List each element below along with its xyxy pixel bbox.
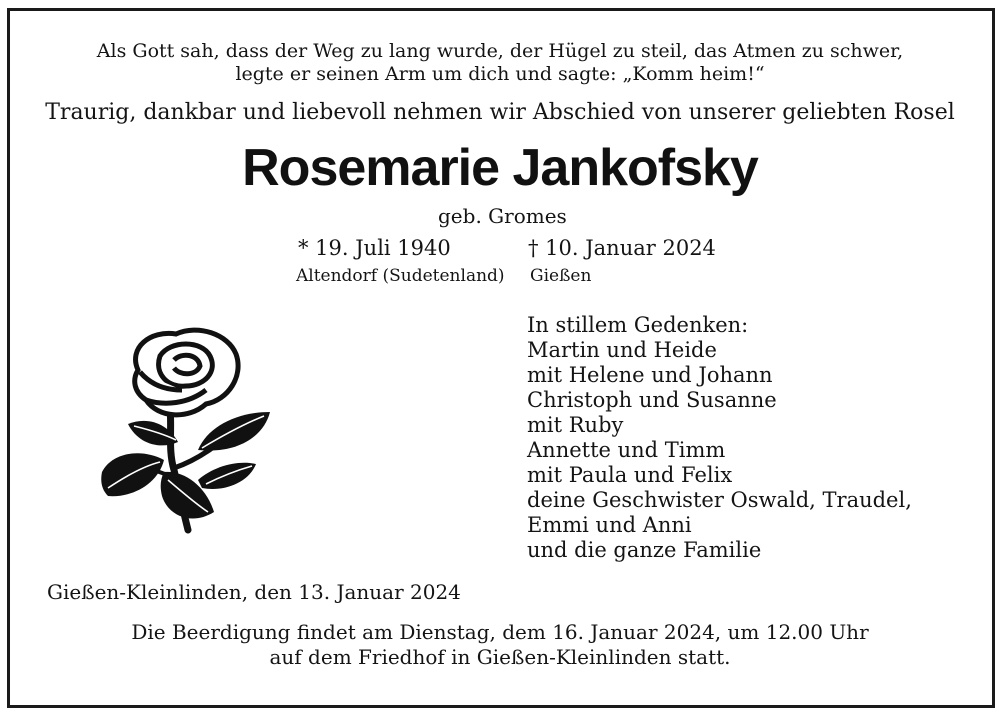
intro-text: Traurig, dankbar und liebevoll nehmen wir Abschied von unserer geliebten Rosel [45,100,955,125]
funeral-line-1: Die Beerdigung findet am Dienstag, dem 16. Januar 2024, um 12.00 Uhr [131,620,869,644]
mourner-line: und die ganze Familie [527,538,762,562]
death-place: Gießen [530,266,592,286]
mourners-heading: In stillem Gedenken: [527,313,749,337]
mourner-line: mit Ruby [527,413,624,437]
funeral-line-2: auf dem Friedhof in Gießen-Kleinlinden statt. [269,645,731,669]
mourner-line: Christoph und Susanne [527,388,777,412]
born-name: geb. Gromes [438,204,567,228]
mourner-line: mit Paula und Felix [527,463,733,487]
place-date: Gießen-Kleinlinden, den 13. Januar 2024 [47,580,461,604]
verse-line-2: legte er seinen Arm um dich und sagte: „Komm heim!“ [235,63,765,85]
mourner-line: mit Helene und Johann [527,363,773,387]
mourner-line: deine Geschwister Oswald, Traudel, [527,488,912,512]
death-date: † 10. Januar 2024 [528,236,716,260]
deceased-name: Rosemarie Jankofsky [242,139,758,197]
birth-place: Altendorf (Sudetenland) [296,266,505,286]
birth-date: * 19. Juli 1940 [298,236,451,260]
verse-line-1: Als Gott sah, dass der Weg zu lang wurde, der Hügel zu steil, das Atmen zu schwer, [96,40,904,62]
mourner-line: Martin und Heide [527,338,717,362]
mourner-line: Annette und Timm [527,438,726,462]
rose-icon [98,320,276,540]
mourner-line: Emmi und Anni [527,513,692,537]
